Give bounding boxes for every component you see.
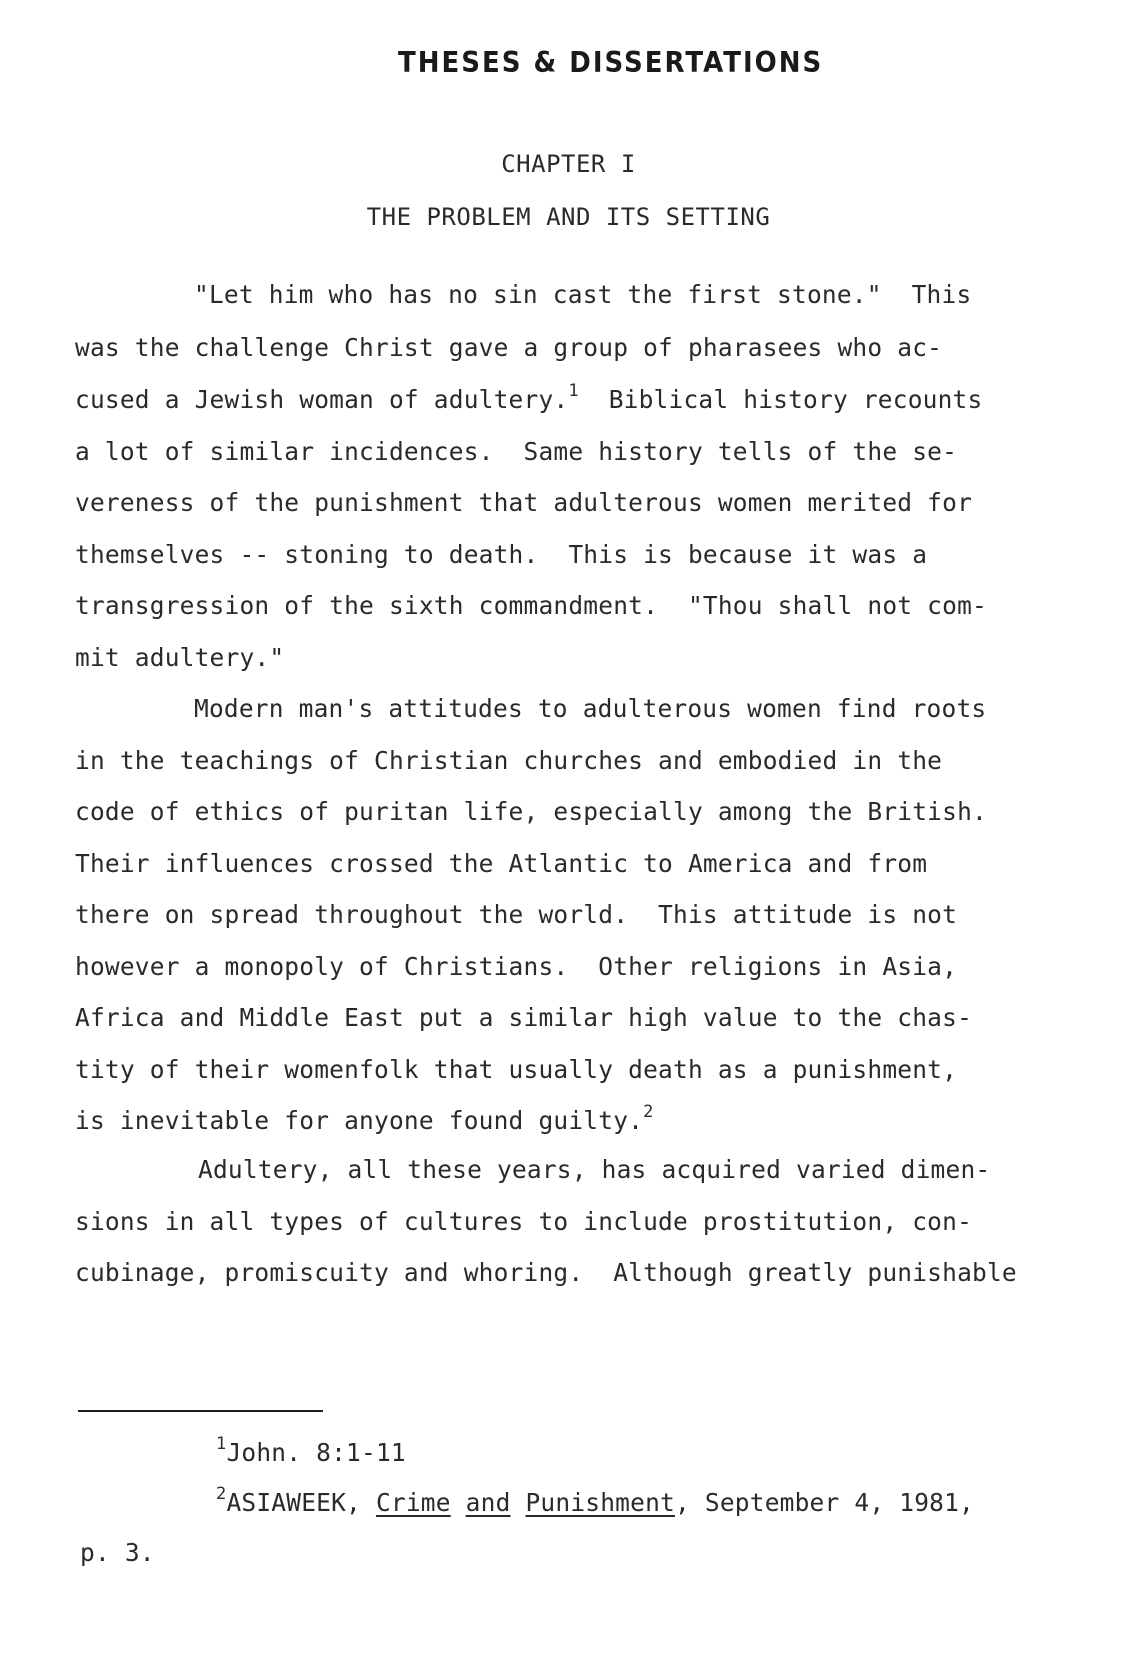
footnote-mark: 2 <box>643 1102 654 1122</box>
body-line: tity of their womenfolk that usually death as a punishment, <box>75 1055 958 1084</box>
footnote-divider <box>78 1410 323 1412</box>
chapter-number: CHAPTER I <box>501 150 636 178</box>
body-line: "Let him who has no sin cast the first stone." This <box>194 280 972 309</box>
body-line: however a monopoly of Christians. Other religions in Asia, <box>75 952 958 981</box>
footnote-2-title-word: Punishment <box>525 1488 675 1517</box>
footnote-1-mark: 1 <box>216 1434 227 1454</box>
footnote-2-publication: ASIAWEEK, <box>226 1488 376 1517</box>
footnote-2-title-word: Crime <box>375 1488 451 1517</box>
body-line: mit adultery." <box>75 643 285 672</box>
body-line: sions in all types of cultures to include prostitution, con- <box>75 1207 973 1236</box>
body-text: is inevitable for anyone found guilty. <box>75 1106 644 1135</box>
theses-stamp: THESES & DISSERTATIONS <box>398 46 824 80</box>
body-line: code of ethics of puritan life, especially among the British. <box>75 797 987 826</box>
body-line: transgression of the sixth commandment. "Thou shall not com- <box>75 591 987 620</box>
body-line: Adultery, all these years, has acquired varied dimen- <box>198 1155 991 1184</box>
body-line-with-footnote <box>75 1102 654 1135</box>
body-line: themselves -- stoning to death. This is because it was a <box>75 540 928 569</box>
body-line: Their influences crossed the Atlantic to America and from <box>75 849 928 878</box>
body-line: in the teachings of Christian churches and embodied in the <box>75 746 943 775</box>
body-line: a lot of similar incidences. Same history tells of the se- <box>75 437 958 466</box>
footnote-mark: 1 <box>568 381 579 401</box>
footnote-2-continuation: p. 3. <box>80 1538 155 1567</box>
body-text: cused a Jewish woman of adultery. <box>75 385 569 414</box>
body-line: Africa and Middle East put a similar high value to the chas- <box>75 1003 973 1032</box>
body-line: was the challenge Christ gave a group of pharasees who ac- <box>75 333 943 362</box>
chapter-title: THE PROBLEM AND ITS SETTING <box>366 203 771 231</box>
body-line: cubinage, promiscuity and whoring. Although greatly punishable <box>75 1258 1017 1287</box>
footnote-1-text: John. 8:1-11 <box>226 1438 406 1467</box>
footnote-2-title-word: and <box>465 1488 511 1517</box>
body-line: vereness of the punishment that adulterous women merited for <box>75 488 973 517</box>
body-line-with-footnote <box>75 381 983 414</box>
footnote-2 <box>216 1484 975 1517</box>
footnote-1 <box>216 1434 406 1467</box>
body-line: Modern man's attitudes to adulterous women find roots <box>194 694 987 723</box>
body-line: there on spread throughout the world. This attitude is not <box>75 900 958 929</box>
footnote-2-mark: 2 <box>216 1484 227 1504</box>
body-text: Biblical history recounts <box>578 385 983 414</box>
footnote-2-date: , September 4, 1981, <box>675 1488 975 1517</box>
